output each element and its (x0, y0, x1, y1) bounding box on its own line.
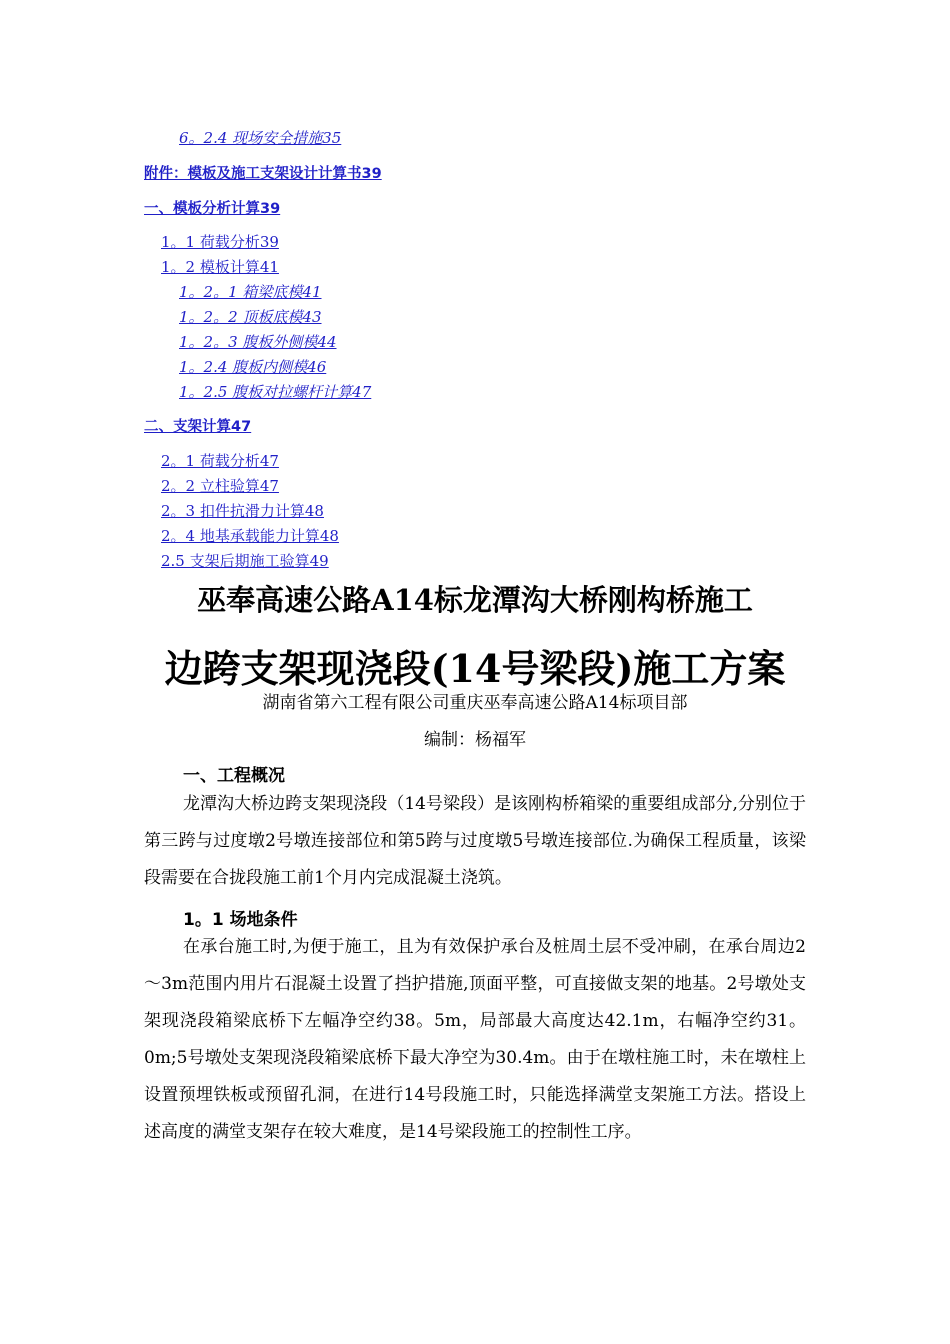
section-1-heading: 一、工程概况 (183, 766, 285, 786)
organization-line: 湖南省第六工程有限公司重庆巫奉高速公路A14标项目部 (262, 693, 688, 713)
toc-link-1-1[interactable]: 1。1 荷载分析39 (161, 233, 279, 251)
toc-link-1-2[interactable]: 1。2 模板计算41 (161, 258, 279, 276)
toc-link-section-2[interactable]: 二、支架计算47 (144, 419, 252, 435)
toc-link-2-3[interactable]: 2。3 扣件抗滑力计算48 (161, 502, 324, 520)
toc-link-2-5[interactable]: 2.5 支架后期施工验算49 (161, 552, 329, 570)
toc-link-1-2-3[interactable]: 1。2。3 腹板外侧模44 (179, 333, 337, 351)
toc-link-2-1[interactable]: 2。1 荷载分析47 (161, 452, 279, 470)
section-1-paragraph: 龙潭沟大桥边跨支架现浇段（14号梁段）是该刚构桥箱梁的重要组成部分,分别位于第三跨与过度墩2号墩连接部位和第5跨与过度墩5号墩连接部位.为确保工程质量，该梁段需要在合拢段施工前1个月内完成混凝土浇筑。 (144, 794, 806, 888)
toc-link-6-2-4[interactable]: 6。2.4 现场安全措施35 (179, 129, 342, 147)
toc-link-2-2[interactable]: 2。2 立柱验算47 (161, 477, 279, 495)
author-line: 编制：杨福军 (424, 730, 526, 750)
toc-link-1-2-5[interactable]: 1。2.5 腹板对拉螺杆计算47 (179, 383, 372, 401)
toc-link-appendix[interactable]: 附件：模板及施工支架设计计算书39 (144, 166, 382, 182)
toc-link-section-1[interactable]: 一、模板分析计算39 (144, 201, 281, 217)
toc-link-1-2-1[interactable]: 1。2。1 箱梁底模41 (179, 283, 322, 301)
subsection-1-1-heading: 1。1 场地条件 (183, 910, 298, 930)
toc-link-1-2-2[interactable]: 1。2。2 顶板底模43 (179, 308, 322, 326)
document-title-line-1: 巫奉高速公路A14标龙潭沟大桥刚构桥施工 (197, 583, 753, 617)
toc-link-2-4[interactable]: 2。4 地基承载能力计算48 (161, 527, 339, 545)
toc-link-1-2-4[interactable]: 1。2.4 腹板内侧模46 (179, 358, 327, 376)
subsection-1-1-paragraph: 在承台施工时,为便于施工，且为有效保护承台及桩周土层不受冲刷，在承台周边2～3m范围内用片石混凝土设置了挡护措施,顶面平整，可直接做支架的地基。2号墩处支架现浇段箱梁底桥下左幅净空约38。5m，局部最大高度达42.1m，右幅净空约31。0m;5号墩处支架现浇段箱梁底桥下最大净空为30.4m。由于在墩柱施工时，未在墩柱上设置预埋铁板或预留孔洞，在进行14号段施工时，只能选择满堂支架施工方法。搭设上述高度的满堂支架存在较大难度，是14号梁段施工的控制性工序。 (144, 937, 806, 1142)
document-title-line-2: 边跨支架现浇段(14号梁段)施工方案 (164, 646, 786, 691)
